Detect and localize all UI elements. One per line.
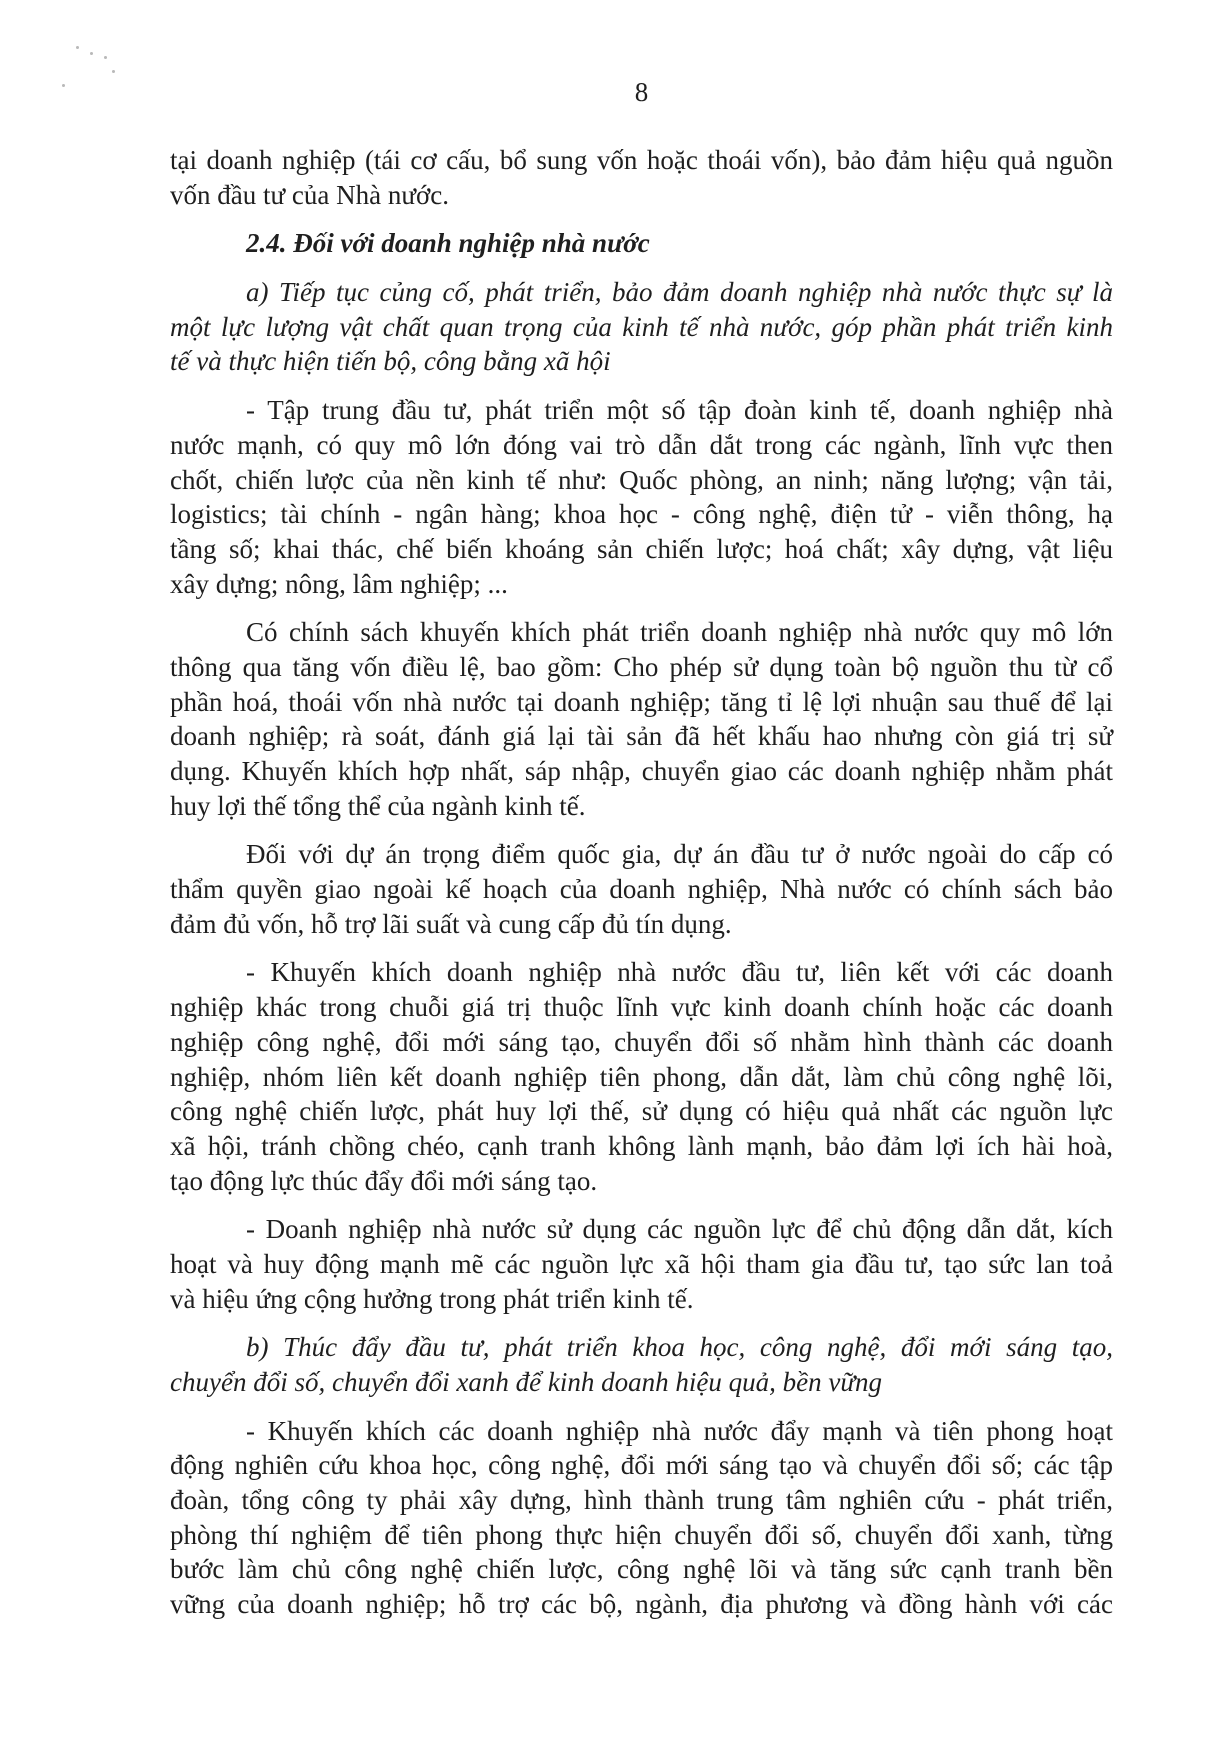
subsection-heading-a (170, 275, 1113, 379)
text-line: xã hội, tránh chồng chéo, cạnh tranh không lành mạnh, bảo đảm lợi ích hài hoà, (170, 1130, 1113, 1161)
text-line: dụng. Khuyến khích hợp nhất, sáp nhập, chuyển giao các doanh nghiệp nhằm phát (170, 756, 1113, 786)
text-line: nghiệp khác trong chuỗi giá trị thuộc lĩnh vực kinh doanh chính hoặc các doanh (170, 992, 1113, 1023)
scan-speck (112, 70, 115, 73)
text-line: Có chính sách khuyến khích phát triển doanh nghiệp nhà nước quy mô lớn (246, 617, 1113, 648)
paragraph (170, 837, 1113, 941)
text-line: - Tập trung đầu tư, phát triển một số tập đoàn kinh tế, doanh nghiệp nhà (246, 395, 1113, 426)
paragraph (170, 615, 1113, 823)
text-line: thẩm quyền giao ngoài kế hoạch của doanh nghiệp, Nhà nước có chính sách bảo (170, 874, 1113, 905)
text-line: công nghệ chiến lược, phát huy lợi thế, sử dụng có hiệu quả nhất các nguồn lực (170, 1096, 1113, 1127)
text-line: động nghiên cứu khoa học, công nghệ, đổi mới sáng tạo và chuyển đổi số; các tập (170, 1450, 1113, 1481)
text-line: phần hoá, thoái vốn nhà nước tại doanh nghiệp; tăng tỉ lệ lợi nhuận sau thuế để lại (170, 686, 1113, 717)
text-line: một lực lượng vật chất quan trọng của kinh tế nhà nước, góp phần phát triển kinh (170, 311, 1113, 342)
text-line: - Khuyến khích doanh nghiệp nhà nước đầu tư, liên kết với các doanh (246, 957, 1113, 988)
text-line: chuyển đổi số, chuyển đổi xanh để kinh doanh hiệu quả, bền vững (170, 1367, 883, 1397)
text-line: đảm đủ vốn, hỗ trợ lãi suất và cung cấp đủ tín dụng. (170, 908, 732, 939)
paragraph (170, 1414, 1113, 1622)
text-line: tạo động lực thúc đẩy đổi mới sáng tạo. (170, 1165, 598, 1196)
text-line: hoạt và huy động mạnh mẽ các nguồn lực xã hội tham gia đầu tư, tạo sức lan toả (170, 1248, 1113, 1279)
scan-speck (104, 56, 107, 59)
text-line: - Khuyến khích các doanh nghiệp nhà nước đẩy mạnh và tiên phong hoạt (246, 1415, 1113, 1446)
text-line: nghiệp công nghệ, đổi mới sáng tạo, chuyển đổi số nhằm hình thành các doanh (170, 1026, 1113, 1057)
text-line: huy lợi thế tổng thể của ngành kinh tế. (170, 790, 586, 821)
text-line: b) Thúc đẩy đầu tư, phát triển khoa học, công nghệ, đổi mới sáng tạo, (246, 1332, 1113, 1363)
text-line: thông qua tăng vốn điều lệ, bao gồm: Cho phép sử dụng toàn bộ nguồn thu từ cổ (170, 651, 1113, 682)
text-line: tại doanh nghiệp (tái cơ cấu, bổ sung vốn hoặc thoái vốn), bảo đảm hiệu quả nguồn (170, 145, 1113, 175)
scan-speck (62, 84, 65, 87)
text-line: vững của doanh nghiệp; hỗ trợ các bộ, ngành, địa phương và đồng hành với các (170, 1589, 1113, 1620)
text-line: đoàn, tổng công ty phải xây dựng, hình thành trung tâm nghiên cứu - phát triển, (170, 1485, 1113, 1516)
text-line: logistics; tài chính - ngân hàng; khoa học - công nghệ, điện tử - viễn thông, hạ (170, 499, 1113, 530)
text-line: tầng số; khai thác, chế biến khoáng sản chiến lược; hoá chất; xây dựng, vật liệu (170, 533, 1113, 564)
scan-speck (90, 52, 93, 55)
subsection-heading-b (170, 1330, 1113, 1399)
text-line: chốt, chiến lược của nền kinh tế như: Quốc phòng, an ninh; năng lượng; vận tải, (170, 464, 1113, 495)
text-line: nước mạnh, có quy mô lớn đóng vai trò dẫn dắt trong các ngành, lĩnh vực then (170, 429, 1113, 460)
text-line: - Doanh nghiệp nhà nước sử dụng các nguồn lực để chủ động dẫn dắt, kích (246, 1214, 1113, 1245)
paragraph (170, 393, 1113, 601)
section-heading (170, 226, 1113, 261)
paragraph (170, 1212, 1113, 1316)
text-line: doanh nghiệp; rà soát, đánh giá lại tài sản đã hết khấu hao nhưng còn giá trị sử (170, 721, 1113, 752)
page-number: 8 (634, 77, 649, 107)
text-line: xây dựng; nông, lâm nghiệp; ... (170, 568, 508, 599)
text-line: nghiệp, nhóm liên kết doanh nghiệp tiên phong, dẫn dắt, làm chủ công nghệ lõi, (170, 1061, 1113, 1092)
document-body (170, 143, 1113, 1622)
text-line: phòng thí nghiệm để tiên phong thực hiện chuyển đổi số, chuyển đổi xanh, từng (170, 1519, 1113, 1550)
text-line: bước làm chủ công nghệ chiến lược, công nghệ lõi và tăng sức cạnh tranh bền (170, 1554, 1113, 1585)
paragraph (170, 955, 1113, 1198)
text-line: tế và thực hiện tiến bộ, công bằng xã hội (170, 346, 611, 377)
text-line: a) Tiếp tục củng cố, phát triển, bảo đảm doanh nghiệp nhà nước thực sự là (246, 277, 1113, 308)
scan-speck (76, 46, 79, 49)
text-line: Đối với dự án trọng điểm quốc gia, dự án đầu tư ở nước ngoài do cấp có (246, 839, 1113, 870)
text-line: vốn đầu tư của Nhà nước. (170, 179, 449, 210)
paragraph (170, 143, 1113, 212)
text-line: 2.4. Đối với doanh nghiệp nhà nước (246, 228, 650, 259)
text-line: và hiệu ứng cộng hưởng trong phát triển kinh tế. (170, 1283, 694, 1314)
